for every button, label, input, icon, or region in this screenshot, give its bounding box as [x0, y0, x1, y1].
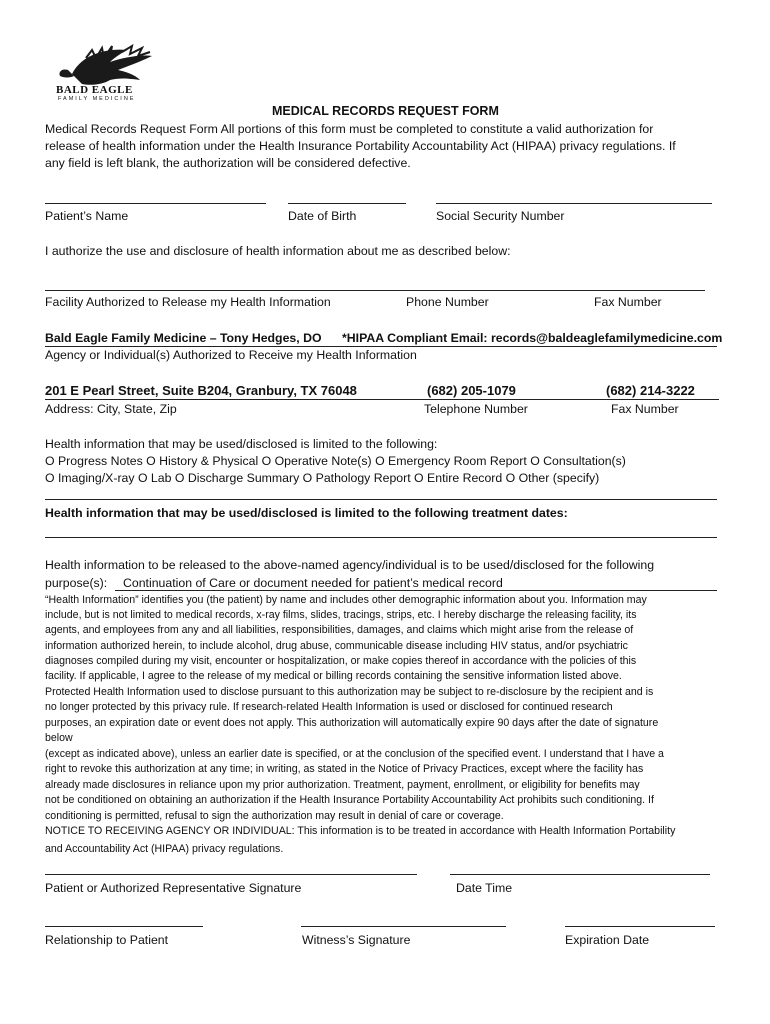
treatment-dates-line[interactable]	[45, 537, 717, 538]
dob-line[interactable]	[288, 203, 406, 204]
legal-line-06: facility. If applicable, I agree to the release of my medical or billing records containing the sensitive information listed above.	[45, 670, 622, 682]
ssn-label: Social Security Number	[436, 209, 565, 223]
expiration-line[interactable]	[565, 926, 715, 927]
legal-line-13: already made disclosures in reliance upon my prior authorization. Treatment, payment, enrollment, or eligibility for benefits may	[45, 779, 640, 791]
authorize-statement: I authorize the use and disclosure of health information about me as described below:	[45, 244, 511, 258]
legal-line-05: diagnoses compiled during my visit, encounter or hospitalization, or make copies thereof in accordance with the policies of this	[45, 655, 637, 667]
legal-line-04: information authorized herein, to include alcohol, drug abuse, communicable disease including HIV status, and/or psychiatric	[45, 640, 628, 652]
legal-line-07: Protected Health Information used to disclose pursuant to this authorization may be subject to re-disclosure by the recipient and is	[45, 686, 654, 698]
signature-label: Patient or Authorized Representative Signature	[45, 881, 302, 895]
relationship-line[interactable]	[45, 926, 203, 927]
purpose-prefix: purpose(s):	[45, 576, 108, 590]
intro-line-1: Medical Records Request Form All portions of this form must be completed to constitute a valid authorization for	[45, 122, 654, 136]
bald-eagle-logo	[52, 44, 164, 102]
fax-label: Fax Number	[611, 402, 679, 416]
date-time-line[interactable]	[450, 874, 710, 875]
recipient-phone: (682) 205-1079	[427, 383, 516, 398]
legal-line-16: NOTICE TO RECEIVING AGENCY OR INDIVIDUAL: This information is to be treated in accordance with Health Information Portability	[45, 825, 676, 837]
signature-line[interactable]	[45, 874, 417, 875]
recipient-address-line	[45, 399, 719, 400]
recipient-label: Agency or Individual(s) Authorized to Receive my Health Information	[45, 348, 417, 362]
expiration-label: Expiration Date	[565, 933, 650, 947]
recipient-name: Bald Eagle Family Medicine – Tony Hedges, DO	[45, 331, 322, 345]
legal-line-11: (except as indicated above), unless an earlier date is specified, or at the conclusion of the specified event. I understand that I have a	[45, 748, 664, 760]
patient-name-label: Patient’s Name	[45, 209, 129, 223]
recipient-email: *HIPAA Compliant Email: records@baldeaglefamilymedicine.com	[342, 331, 723, 345]
release-facility-line[interactable]	[45, 290, 705, 291]
page-title: MEDICAL RECORDS REQUEST FORM	[272, 104, 499, 118]
recipient-line	[45, 346, 717, 347]
date-time-label: Date Time	[456, 881, 513, 895]
record-options-line-1[interactable]: O Progress Notes O History & Physical O Operative Note(s) O Emergency Room Report O Consultation(s)	[45, 454, 626, 468]
dob-label: Date of Birth	[288, 209, 357, 223]
legal-line-09: purposes, an expiration date or event does not apply. This authorization will automatically expire 90 days after the date of signature	[45, 717, 659, 729]
info-limits-heading: Health information that may be used/disclosed is limited to the following:	[45, 437, 438, 451]
legal-line-03: agents, and employees from any and all liabilities, responsibilities, damages, and claims which might arise from the release of	[45, 624, 634, 636]
recipient-fax: (682) 214-3222	[606, 383, 695, 398]
witness-label: Witness’s Signature	[302, 933, 411, 947]
telephone-label: Telephone Number	[424, 402, 528, 416]
purpose-line-1: Health information to be released to the above-named agency/individual is to be used/disclosed for the following	[45, 558, 655, 572]
legal-line-10: below	[45, 732, 73, 744]
logo-name: BALD EAGLE	[56, 84, 133, 96]
treatment-dates-heading: Health information that may be used/disclosed is limited to the following treatment dates:	[45, 506, 568, 520]
legal-line-08: no longer protected by this privacy rule. If research-related Health Information is used or disclosed for continued research	[45, 701, 613, 713]
purpose-line[interactable]	[115, 590, 717, 591]
purpose-value: Continuation of Care or document needed for patient’s medical record	[123, 576, 503, 590]
logo-tagline: FAMILY MEDICINE	[58, 96, 136, 102]
legal-line-14: not be conditioned on obtaining an authorization if the Health Insurance Portability Accountability Act prohibits such conditioning. If	[45, 794, 654, 806]
address-label: Address: City, State, Zip	[45, 402, 177, 416]
legal-line-12: right to revoke this authorization at any time; in writing, as stated in the Notice of Privacy Practices, except where the facility has	[45, 763, 644, 775]
ssn-line[interactable]	[436, 203, 712, 204]
legal-line-15: conditioning is permitted, refusal to sign the authorization may result in denial of care or coverage.	[45, 810, 504, 822]
legal-line-01: “Health Information” identifies you (the patient) by name and includes other demographic information about you. Information may	[45, 594, 647, 606]
relationship-label: Relationship to Patient	[45, 933, 169, 947]
intro-line-3: any field is left blank, the authorization will be considered defective.	[45, 156, 411, 170]
recipient-address: 201 E Pearl Street, Suite B204, Granbury, TX 76048	[45, 383, 357, 398]
record-options-line-2[interactable]: O Imaging/X-ray O Lab O Discharge Summary O Pathology Report O Entire Record O Other (specify)	[45, 471, 600, 485]
witness-line[interactable]	[301, 926, 506, 927]
release-facility-label: Facility Authorized to Release my Health Information	[45, 295, 331, 309]
release-phone-label: Phone Number	[406, 295, 489, 309]
other-specify-line[interactable]	[45, 499, 717, 500]
release-fax-label: Fax Number	[594, 295, 662, 309]
patient-name-line[interactable]	[45, 203, 266, 204]
legal-line-02: include, but is not limited to medical records, x-ray films, slides, tracings, strips, etc. I hereby discharge the releasing facility, its	[45, 609, 637, 621]
intro-line-2: release of health information under the Health Insurance Portability Accountability Act (HIPAA) privacy regulations. If	[45, 139, 676, 153]
legal-line-17: and Accountability Act (HIPAA) privacy regulations.	[45, 843, 284, 855]
